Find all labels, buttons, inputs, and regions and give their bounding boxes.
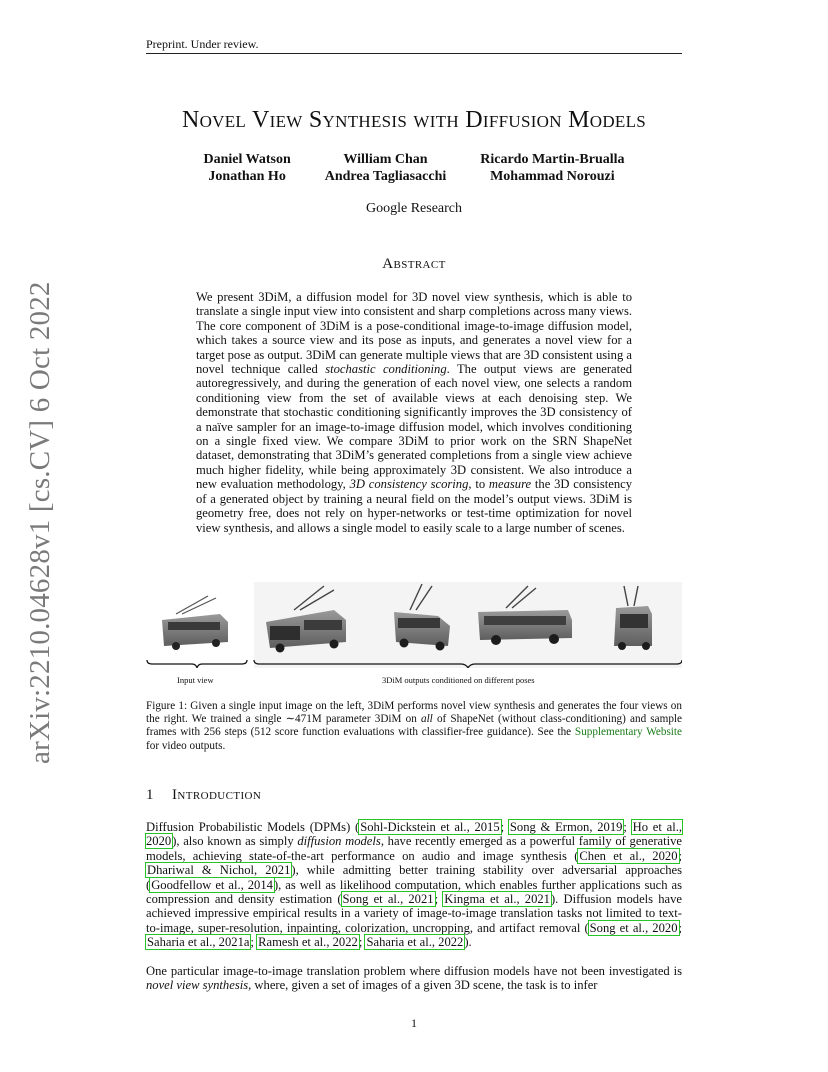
citation-link[interactable]: Kingma et al., 2021 bbox=[444, 892, 550, 907]
figure-trolleybus-views bbox=[146, 582, 682, 668]
author-name: William Chan bbox=[343, 152, 428, 167]
affiliation: Google Research bbox=[365, 201, 463, 216]
figure-image bbox=[146, 582, 682, 668]
author-name: Daniel Watson bbox=[203, 152, 291, 167]
figure-caption: Figure 1: Given a single input image on the left, 3DiM performs novel view synthesis and generates the four views on the right. We trained a single ∼471M parameter 3DiM on all of ShapeNet (without class-conditioning) and sample frames with 256 steps (512 score function evaluations with classifier-free guidance). See the Supplementary Website for video outputs. bbox=[146, 700, 682, 752]
intro-paragraph-1: Diffusion Probabilistic Models (DPMs) (Sohl-Dickstein et al., 2015; Song & Ermon, 2019; Ho et al., 2020), also known as simply diffusion models, have recently emerged as a powerful family of generative models, achieving state-of-the-art performance on audio and image synthesis (Chen et al., 2020; Dhariwal & Nichol, 2021), while admitting better training stability over adversarial approaches (Goodfellow et al., 2014), as well as likelihood computation, which enables further applications such as compression and density estimation (Song et al., 2021; Kingma et al., 2021). Diffusion models have achieved impressive empirical results in a variety of image-to-image translation tasks not limited to text-to-image, super-resolution, inpainting, colorization, uncropping, and artifact removal (Song et al., 2020; Saharia et al., 2021a; Ramesh et al., 2022; Saharia et al., 2022). bbox=[146, 820, 683, 950]
emphasis: measure bbox=[488, 477, 532, 492]
author-column bbox=[203, 151, 290, 185]
citation-link[interactable]: Song & Ermon, 2019 bbox=[509, 820, 623, 834]
section-heading bbox=[146, 786, 682, 804]
emphasis: 3D consistency scoring bbox=[349, 477, 469, 492]
section-title: Introduction bbox=[172, 787, 262, 803]
citation-link[interactable]: Saharia et al., 2021a bbox=[147, 935, 250, 950]
citation-link[interactable]: Dhariwal & Nichol, 2021 bbox=[147, 863, 291, 878]
citation-link[interactable]: Song et al., 2021 bbox=[342, 892, 434, 907]
page-number: 1 bbox=[411, 1016, 417, 1030]
header-rule bbox=[146, 53, 682, 54]
author-name: Ricardo Martin-Brualla bbox=[480, 152, 625, 167]
citation-link[interactable]: Song et al., 2020 bbox=[589, 920, 678, 935]
arxiv-stamp: arXiv:2210.04628v1 [cs.CV] 6 Oct 2022 bbox=[24, 281, 56, 764]
citation-link[interactable]: Ho et al., 2020 bbox=[146, 820, 683, 849]
outputs-label: 3DiM outputs conditioned on different poses bbox=[382, 675, 535, 685]
author-column bbox=[325, 151, 447, 185]
author-column bbox=[480, 151, 624, 185]
emphasis: novel view synthesis bbox=[146, 978, 249, 993]
citation-link[interactable]: Chen et al., 2020 bbox=[579, 848, 678, 863]
citation-link[interactable]: Ramesh et al., 2022 bbox=[258, 935, 358, 950]
author-block bbox=[146, 151, 682, 185]
citation-link[interactable]: Saharia et al., 2022 bbox=[366, 935, 464, 950]
supplementary-website-link[interactable]: Supplementary Website bbox=[574, 726, 682, 739]
emphasis: stochastic conditioning bbox=[325, 362, 447, 377]
section-number: 1 bbox=[146, 787, 154, 803]
paper-title: Novel View Synthesis with Diffusion Models bbox=[181, 107, 647, 133]
running-header: Preprint. Under review. bbox=[146, 37, 259, 51]
author-name: Andrea Tagliasacchi bbox=[324, 169, 447, 184]
author-name: Mohammad Norouzi bbox=[490, 169, 615, 184]
emphasis: all bbox=[420, 713, 433, 726]
citation-link[interactable]: Sohl-Dickstein et al., 2015 bbox=[360, 820, 500, 834]
emphasis: diffusion models bbox=[297, 834, 381, 849]
citation-link[interactable]: Goodfellow et al., 2014 bbox=[151, 877, 273, 892]
author-name: Jonathan Ho bbox=[208, 169, 286, 184]
input-view-label: Input view bbox=[177, 675, 214, 685]
intro-paragraph-2: One particular image-to-image translation problem where diffusion models have not been investigated is novel view synthesis, where, given a set of images of a given 3D scene, the task is to infer bbox=[146, 964, 682, 993]
abstract-text: We present 3DiM, a diffusion model for 3D novel view synthesis, which is able to translate a single input view into consistent and sharp completions across many views. The core component of 3DiM is a pose-conditional image-to-image diffusion model, which takes a source view and its pose as inputs, and generates a novel view for a target pose as output. 3DiM can generate multiple views that are 3D consistent using a novel technique called stochastic conditioning. The output views are generated autoregressively, and during the generation of each novel view, one selects a random conditioning view from the set of available views at each denoising step. We demonstrate that stochastic conditioning significantly improves the 3D consistency of a naïve sampler for an image-to-image diffusion model, which involves conditioning on a single fixed view. We compare 3DiM to prior work on the SRN ShapeNet dataset, demonstrating that 3DiM’s generated completions from a single view achieve much higher fidelity, while being approximately 3D consistent. We also introduce a new evaluation methodology, 3D consistency scoring, to measure the 3D consistency of a generated object by training a neural field on the model’s output views. 3DiM is geometry free, does not rely on hyper-networks or test-time optimization for novel view synthesis, and allows a single model to easily scale to a large number of scenes. bbox=[196, 290, 633, 535]
abstract-heading: Abstract bbox=[382, 256, 446, 272]
